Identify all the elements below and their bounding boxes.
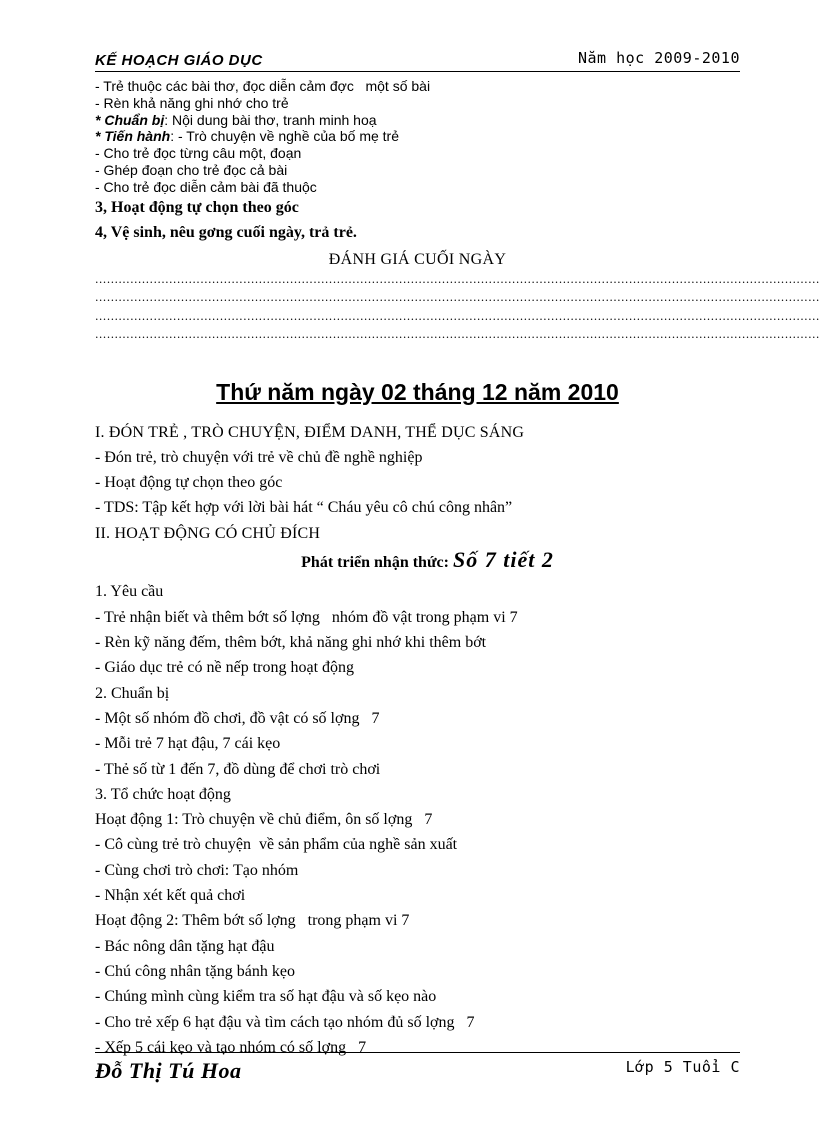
section-2-line: - Rèn kỹ năng đếm, thêm bớt, khả năng ghi nhớ khi thêm bớt	[95, 634, 487, 652]
page-header	[95, 48, 740, 72]
evaluation-dotted-line: ..........................................................................................................................................................................................	[95, 272, 820, 286]
section-2-line: - Xếp 5 cái kẹo và tạo nhóm có số lợng 7	[95, 1038, 367, 1056]
section-2-body	[95, 579, 740, 1060]
text-line: - Rèn khả năng ghi nhớ cho trẻ	[95, 94, 289, 111]
lesson-subject: Phát triển nhận thức:	[301, 554, 453, 572]
section-1-title: I. ĐÓN TRẺ , TRÒ CHUYỆN, ĐIỂM DANH, THỂ DỤC SÁNG	[95, 423, 525, 441]
text-line: - Cho trẻ đọc từng câu một, đoạn	[95, 145, 302, 162]
section-2-line: 3. Tổ chức hoạt động	[95, 785, 231, 803]
section-2-line: Hoạt động 1: Trò chuyện về chủ điểm, ôn số lợng 7	[95, 811, 433, 829]
section-2-line: Hoạt động 2: Thêm bớt số lợng trong phạm vi 7	[95, 912, 410, 930]
section-2-line: - Giáo dục trẻ có nề nếp trong hoạt động	[95, 659, 355, 677]
section-2-line: - Cùng chơi trò chơi: Tạo nhóm	[95, 861, 299, 879]
section-2-line: - Chúng mình cùng kiểm tra số hạt đậu và số kẹo nào	[95, 988, 437, 1006]
section-2-line: - Cô cùng trẻ trò chuyện về sản phẩm của nghề sản xuất	[95, 836, 458, 854]
footer-teacher-name: Đỗ Thị Tú Hoa	[95, 1058, 242, 1083]
heading-hygiene: 4, Vệ sinh, nêu gơng cuối ngày, trả trẻ.	[95, 223, 357, 241]
text-line: - Ghép đoạn cho trẻ đọc cả bài	[95, 161, 288, 178]
procedure-line	[95, 128, 740, 145]
evaluation-title: ĐÁNH GIÁ CUỐI NGÀY	[328, 250, 507, 268]
document-page	[95, 48, 820, 1060]
preparation-text: : Nội dung bài thơ, tranh minh hoạ	[164, 111, 377, 128]
section-2-line: - Một số nhóm đồ chơi, đồ vật có số lợng 7	[95, 709, 380, 727]
footer-class-name: Lớp 5 Tuổi C	[625, 1058, 740, 1076]
section-2-line: - Mỗi trẻ 7 hạt đậu, 7 cái kẹo	[95, 735, 281, 753]
section-1-line: - Hoạt động tự chọn theo góc	[95, 473, 283, 491]
section-2-line: 1. Yêu cầu	[95, 583, 164, 601]
section-2-line: - Chú công nhân tặng bánh kẹo	[95, 962, 295, 980]
section-2-line: - Nhận xét kết quả chơi	[95, 887, 246, 905]
lesson-topic: Số 7 tiết 2	[452, 547, 554, 573]
day-title: Thứ năm ngày 02 tháng 12 năm 2010	[216, 378, 619, 405]
section-2-line: - Cho trẻ xếp 6 hạt đậu và tìm cách tạo nhóm đủ số lợng 7	[95, 1013, 475, 1031]
section-2-line: - Thẻ số từ 1 đến 7, đồ dùng để chơi trò chơi	[95, 760, 381, 778]
section-1-line: - Đón trẻ, trò chuyện với trẻ về chủ đề nghề nghiệp	[95, 448, 423, 466]
section-1-line: - TDS: Tập kết hợp với lời bài hát “ Cháu yêu cô chú công nhân”	[95, 499, 513, 517]
section-2-line: - Trẻ nhận biết và thêm bớt số lợng nhóm đồ vật trong phạm vi 7	[95, 608, 518, 626]
section-2-line: 2. Chuẩn bị	[95, 684, 170, 702]
section-2-title: II. HOẠT ĐỘNG CÓ CHỦ ĐÍCH	[95, 525, 321, 543]
header-school-year: Năm học 2009-2010	[577, 49, 740, 67]
page-footer	[95, 1052, 740, 1083]
text-line: - Trẻ thuộc các bài thơ, đọc diễn cảm đợc một số bài	[95, 78, 431, 94]
procedure-label: * Tiến hành	[95, 128, 171, 145]
procedure-text: : - Trò chuyện về nghề của bố mẹ trẻ	[170, 128, 399, 145]
preparation-line	[95, 112, 740, 129]
evaluation-dotted-line: ..........................................................................................................................................................................................	[95, 328, 820, 342]
preparation-label: * Chuẩn bị	[95, 111, 165, 128]
header-plan-title: KẾ HOẠCH GIÁO DỤC	[95, 52, 263, 69]
evaluation-dotted-line: ..........................................................................................................................................................................................	[95, 291, 820, 305]
text-line: - Cho trẻ đọc diễn cảm bài đã thuộc	[95, 178, 317, 195]
evaluation-dotted-line: ..........................................................................................................................................................................................	[95, 309, 820, 323]
heading-free-activity: 3, Hoạt động tự chọn theo góc	[95, 198, 299, 216]
lesson-subtitle	[115, 546, 740, 577]
section-2-line: - Bác nông dân tặng hạt đậu	[95, 937, 275, 955]
lesson-continuation	[95, 78, 740, 196]
